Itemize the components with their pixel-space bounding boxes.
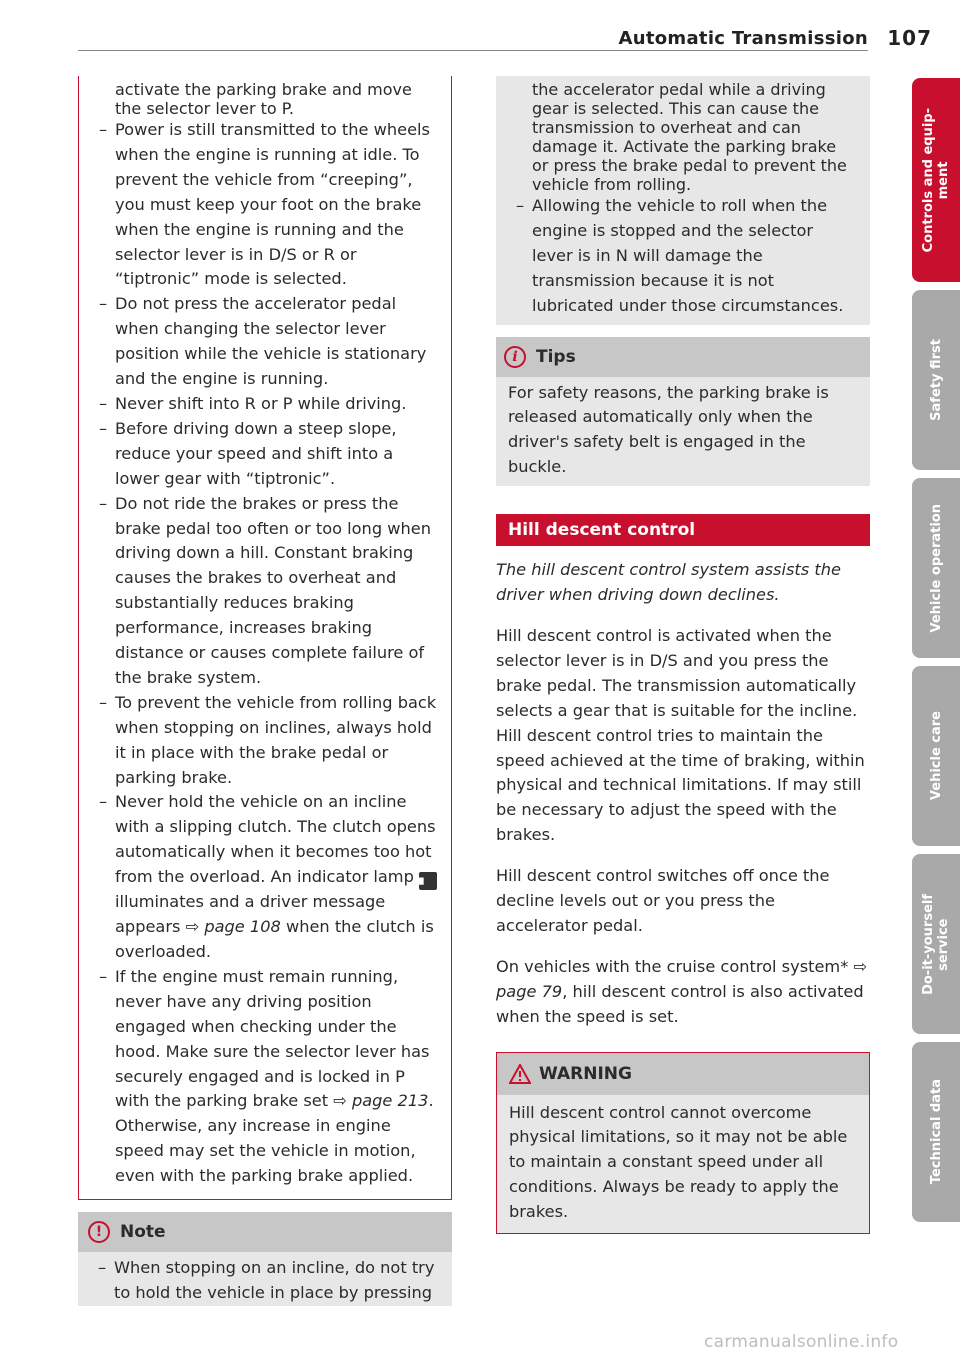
chapter-tab-label: Do-it-yourself service [921, 893, 951, 995]
chapter-tab[interactable] [912, 854, 960, 1034]
chapter-tab-label: Vehicle operation [928, 503, 944, 633]
watermark: carmanualsonline.info [704, 1332, 899, 1352]
warning-box-continued [78, 76, 452, 1200]
warning-text: Hill descent control cannot overcome physical limitations, so it may not be able to maintain a constant speed under all conditions. Always be ready to apply the brakes. [509, 1102, 848, 1222]
chapter-tab[interactable] [912, 666, 960, 846]
list-item: – To prevent the vehicle from rolling back when stopping on inclines, always hold it in place with the brake pedal or parking brake. [99, 692, 437, 787]
note-box-continued [496, 76, 870, 325]
chapter-tab[interactable] [912, 1042, 960, 1222]
tips-body [496, 377, 870, 487]
right-column [496, 76, 870, 1234]
paragraph-switch-off: Hill descent control switches off once the decline levels out or you press the accelerator pedal. [496, 866, 830, 935]
exclamation-circle-icon: ! [88, 1221, 110, 1243]
warning-triangle-icon [509, 1064, 531, 1084]
page-ref-79[interactable]: ⇨ page 79 [496, 956, 868, 1001]
page-ref-213[interactable]: ⇨ page 213 [333, 1091, 429, 1111]
page-ref-108[interactable]: ⇨ page 108 [185, 917, 281, 937]
page-header [78, 24, 940, 56]
tips-label: Tips [536, 346, 576, 367]
chapter-title: Automatic Transmission [618, 28, 868, 49]
tips-box [496, 337, 870, 487]
warning-lines [91, 80, 437, 790]
warning-header [497, 1053, 869, 1095]
tips-header [496, 337, 870, 377]
chapter-tab-label: Safety first [928, 339, 944, 421]
paragraph-activation: Hill descent control is activated when the selector lever is in D/S and you press the brake pedal. The transmission automatically selects a gear that is suitable for the incline. Hill descent control tries to maintain the speed achieved at the time of braking, within physical and technical limitations. If may still be necessary to adjust the speed with the brakes. [496, 625, 865, 845]
continued-text: the accelerator pedal while a driving gear is selected. This can cause the transmission to overheat and can damage it. Activate the parking brake or press the brake pedal to prevent the vehicle from rolling. [532, 80, 847, 194]
paragraph-cruise-control: On vehicles with the cruise control system* ⇨ page 79, hill descent control is also activated when the speed is set. [496, 956, 868, 1026]
chapter-tab[interactable] [912, 78, 960, 282]
continued-text: activate the parking brake and move the selector lever to P. [115, 80, 412, 118]
page-number: 107 [887, 26, 932, 50]
warning-body [497, 1095, 869, 1234]
info-circle-icon: i [504, 346, 526, 368]
chapter-tab-label: Technical data [928, 1079, 944, 1185]
section-title: Hill descent control [496, 514, 870, 546]
list-item: – Allowing the vehicle to roll when the engine is stopped and the selector lever is in N will damage the transmission because it is not lubricated under those circumstances. [516, 196, 844, 315]
tips-text: For safety reasons, the parking brake is released automatically only when the driver's safety belt is engaged in the buckle. [508, 382, 829, 477]
chapter-tabs [912, 78, 960, 1230]
header-divider [78, 50, 868, 51]
indicator-lamp-icon: ◼ [419, 872, 437, 890]
note-body: – When stopping on an incline, do not try to hold the vehicle in place by pressing [98, 1258, 435, 1302]
list-item: – Power is still transmitted to the wheels when the engine is running at idle. To prevent the vehicle from “creeping”, you must keep your foot on the brake when the engine is running and the selector lever is in D/S or R or “tiptronic” mode is selected. [99, 120, 430, 289]
list-item: – Before driving down a steep slope, reduce your speed and shift into a lower gear with “tiptronic”. [99, 418, 397, 488]
note-text: When stopping on an incline, do not try to hold the vehicle in place by pressing [114, 1258, 435, 1302]
warning-box [496, 1052, 870, 1235]
chapter-tab[interactable] [912, 290, 960, 470]
section-intro: The hill descent control system assists the driver when driving down declines. [496, 560, 841, 605]
chapter-tab-label: Controls and equip- ment [921, 107, 951, 253]
left-column [78, 76, 452, 1306]
list-item-clutch: – Never hold the vehicle on an incline with a slipping clutch. The clutch opens automatically when it becomes too hot from the overload. An indicator lamp ◼ illuminates and a driver message appears ⇨ page 108 when the clutch is overloaded. [99, 792, 436, 961]
list-item: – Never shift into R or P while driving. [99, 393, 407, 413]
note-label: Note [120, 1222, 166, 1243]
warning-label: WARNING [539, 1063, 632, 1084]
list-item-hood: – If the engine must remain running, never have any driving position engaged when checking under the hood. Make sure the selector lever has securely engaged and is locked in P with the parking brake set ⇨ page 213. Otherwise, any increase in engine speed may set the vehicle in motion, even with the parking brake applied. [99, 966, 434, 1186]
list-item: – Do not press the accelerator pedal when changing the selector lever position while the vehicle is stationary and the engine is running. [99, 294, 427, 389]
chapter-tab[interactable] [912, 478, 960, 658]
chapter-tab-label: Vehicle care [928, 711, 944, 801]
note-box [78, 1212, 452, 1306]
list-item: – Do not ride the brakes or press the brake pedal too often or too long when driving down a hill. Constant braking causes the brakes to overheat and substantially reduces braking performance, increases braking distance or causes complete failure of the brake system. [99, 493, 431, 687]
note-header [78, 1212, 452, 1252]
